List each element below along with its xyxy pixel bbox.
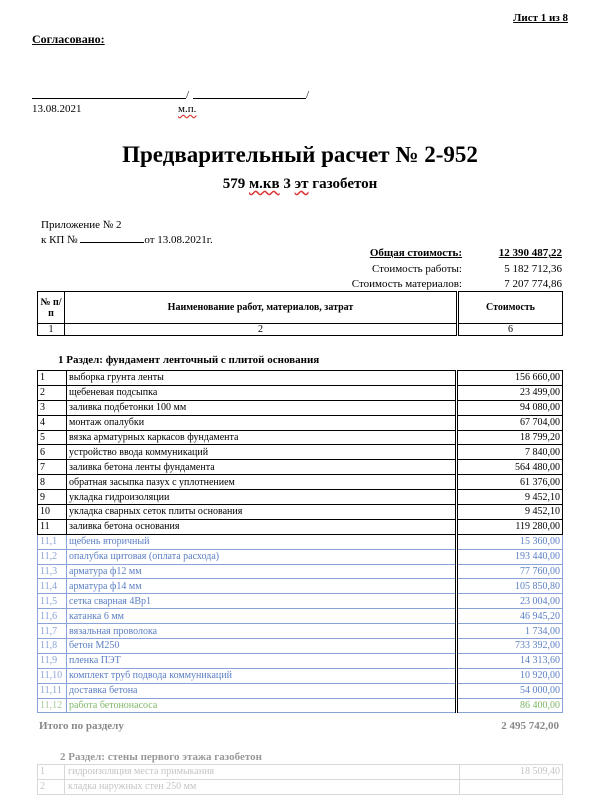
document-title: Предварительный расчет № 2-952 <box>122 142 478 167</box>
row-cost: 1 734,00 <box>457 624 563 639</box>
row-number: 1 <box>38 765 65 779</box>
table-row <box>38 624 563 639</box>
table-row <box>38 594 563 609</box>
row-number: 3 <box>38 400 67 415</box>
row-cost: 733 392,00 <box>457 639 563 654</box>
row-name: катанка 6 мм <box>67 609 457 624</box>
row-name: кладка наружных стен 250 мм <box>68 781 197 792</box>
subtitle-floors: 3 <box>283 176 291 192</box>
summary-total-value: 12 390 487,22 <box>498 247 562 259</box>
summary-work-value: 5 182 712,36 <box>504 263 562 275</box>
table-row <box>38 475 563 490</box>
row-cost: 86 400,00 <box>457 698 563 713</box>
section-total-value: 2 495 742,00 <box>501 720 559 732</box>
header-index-3: 6 <box>458 324 563 336</box>
header-cost: Стоимость <box>458 292 563 324</box>
row-name: гидроизоляция места примыкания <box>68 766 215 777</box>
row-number: 11,5 <box>38 594 67 609</box>
kp-line <box>41 232 213 247</box>
row-cost: 18 799,20 <box>457 430 563 445</box>
row-cost: 9 452,10 <box>457 505 563 520</box>
row-cost: 77 760,00 <box>457 564 563 579</box>
row-name: сетка сварная 4Вр1 <box>67 594 457 609</box>
row-number: 11,6 <box>38 609 67 624</box>
row-cost: 9 452,10 <box>457 490 563 505</box>
row-name: заливка подбетонки 100 мм <box>67 400 457 415</box>
table-row <box>38 653 563 668</box>
section-1-table <box>37 370 563 713</box>
summary-materials <box>292 278 562 290</box>
table-row <box>38 609 563 624</box>
row-number: 11,10 <box>38 668 67 683</box>
table-row <box>37 764 563 780</box>
row-cost: 61 376,00 <box>457 475 563 490</box>
row-cost: 54 000,00 <box>457 683 563 698</box>
row-name: устройство ввода коммуникаций <box>67 445 457 460</box>
stamp-label: м.п. <box>178 103 197 115</box>
row-cost: 15 360,00 <box>457 534 563 549</box>
kp-prefix: к КП № <box>41 234 78 246</box>
summary-materials-value: 7 207 774,86 <box>504 278 562 290</box>
section-total-label: Итого по разделу <box>39 720 124 732</box>
row-number: 11,12 <box>38 698 67 713</box>
row-name: щебеневая подсыпка <box>67 385 457 400</box>
table-row <box>38 534 563 549</box>
header-num: № п/п <box>38 292 65 324</box>
signature-slash-left: / <box>186 89 190 101</box>
row-number: 11,3 <box>38 564 67 579</box>
row-cost: 156 660,00 <box>457 371 563 386</box>
row-cost: 10 920,00 <box>457 668 563 683</box>
header-name: Наименование работ, материалов, затрат <box>65 292 458 324</box>
table-row <box>38 400 563 415</box>
row-number: 9 <box>38 490 67 505</box>
row-cost: 14 313,60 <box>457 653 563 668</box>
table-row <box>38 564 563 579</box>
row-number: 2 <box>38 780 65 794</box>
row-cost: 7 840,00 <box>457 445 563 460</box>
table-row <box>38 579 563 594</box>
row-cost: 46 945,20 <box>457 609 563 624</box>
row-number: 8 <box>38 475 67 490</box>
row-name: укладка гидроизоляции <box>67 490 457 505</box>
row-number: 4 <box>38 415 67 430</box>
row-cost: 105 850,80 <box>457 579 563 594</box>
row-number: 1 <box>38 371 67 386</box>
signature-line <box>32 98 186 99</box>
summary-materials-label: Стоимость материалов: <box>351 278 462 290</box>
row-name: обратная засыпка пазух с уплотнением <box>67 475 457 490</box>
header-index-1: 1 <box>38 324 65 336</box>
row-number: 6 <box>38 445 67 460</box>
section-2-title: 2 Раздел: стены первого этажа газобетон <box>60 751 262 763</box>
row-name: опалубка щитовая (оплата расхода) <box>67 549 457 564</box>
row-name: вязальная проволока <box>67 624 457 639</box>
row-name: комплект труб подвода коммуникаций <box>67 668 457 683</box>
row-number: 11,8 <box>38 639 67 654</box>
table-row <box>38 371 563 386</box>
table-row <box>38 385 563 400</box>
row-number: 11,2 <box>38 549 67 564</box>
row-name: вязка арматурных каркасов фундамента <box>67 430 457 445</box>
subtitle-unit: м.кв <box>248 176 280 192</box>
table-row <box>38 490 563 505</box>
table-header <box>37 291 563 336</box>
table-row <box>38 415 563 430</box>
row-name: заливка бетона ленты фундамента <box>67 460 457 475</box>
summary-total <box>292 247 562 259</box>
row-name: укладка сварных сеток плиты основания <box>67 505 457 520</box>
row-cost: 23 499,00 <box>457 385 563 400</box>
row-cost: 193 440,00 <box>457 549 563 564</box>
row-cost: 18 509,40 <box>459 765 562 779</box>
table-row <box>38 549 563 564</box>
row-name: монтаж опалубки <box>67 415 457 430</box>
table-row <box>38 505 563 520</box>
row-name: заливка бетона основания <box>67 519 457 534</box>
row-name: выборка грунта ленты <box>67 371 457 386</box>
table-row <box>38 519 563 534</box>
row-name: работа бетононасоса <box>67 698 457 713</box>
summary-total-label: Общая стоимость: <box>369 247 462 259</box>
row-cost: 119 280,00 <box>457 519 563 534</box>
kp-suffix: от 13.08.2021г. <box>144 234 213 246</box>
subtitle-floors-unit: эт <box>294 176 309 192</box>
row-number: 11,9 <box>38 653 67 668</box>
row-name: пленка ПЭТ <box>67 653 457 668</box>
table-row <box>37 780 563 795</box>
row-name: арматура ф14 мм <box>67 579 457 594</box>
row-cost: 564 480,00 <box>457 460 563 475</box>
row-name: доставка бетона <box>67 683 457 698</box>
table-row <box>38 683 563 698</box>
row-name: арматура ф12 мм <box>67 564 457 579</box>
table-row <box>38 460 563 475</box>
row-number: 5 <box>38 430 67 445</box>
sheet-number: Лист 1 из 8 <box>513 12 568 24</box>
header-index-2: 2 <box>65 324 458 336</box>
table-row <box>38 639 563 654</box>
row-number: 11,7 <box>38 624 67 639</box>
appendix-block <box>41 219 213 247</box>
row-number: 11,1 <box>38 534 67 549</box>
agreed-label: Согласовано: <box>32 32 105 46</box>
summary-work-label: Стоимость работы: <box>371 263 462 275</box>
row-cost: 23 004,00 <box>457 594 563 609</box>
summary-work <box>292 263 562 275</box>
row-cost: 67 704,00 <box>457 415 563 430</box>
signature-name-line <box>193 98 306 99</box>
table-row <box>38 430 563 445</box>
table-row <box>38 698 563 713</box>
row-cost <box>459 780 562 794</box>
section-1-total <box>39 720 559 732</box>
row-number: 2 <box>38 385 67 400</box>
kp-number-blank <box>80 232 144 243</box>
section-1-title: 1 Раздел: фундамент ленточный с плитой основания <box>58 354 320 366</box>
row-number: 10 <box>38 505 67 520</box>
signature-slash-right: / <box>306 89 310 101</box>
row-cost: 94 080,00 <box>457 400 563 415</box>
row-number: 11 <box>38 519 67 534</box>
subtitle-area: 579 <box>222 176 246 192</box>
appendix-line: Приложение № 2 <box>41 219 122 231</box>
row-name: щебень вторичный <box>67 534 457 549</box>
subtitle-material: газобетон <box>312 176 378 192</box>
table-row <box>38 668 563 683</box>
table-row <box>38 445 563 460</box>
document-subtitle <box>0 176 600 193</box>
row-name: бетон М250 <box>67 639 457 654</box>
row-number: 7 <box>38 460 67 475</box>
section-2-table <box>37 764 563 795</box>
signature-date: 13.08.2021 <box>32 103 82 115</box>
row-number: 11,4 <box>38 579 67 594</box>
row-number: 11,11 <box>38 683 67 698</box>
